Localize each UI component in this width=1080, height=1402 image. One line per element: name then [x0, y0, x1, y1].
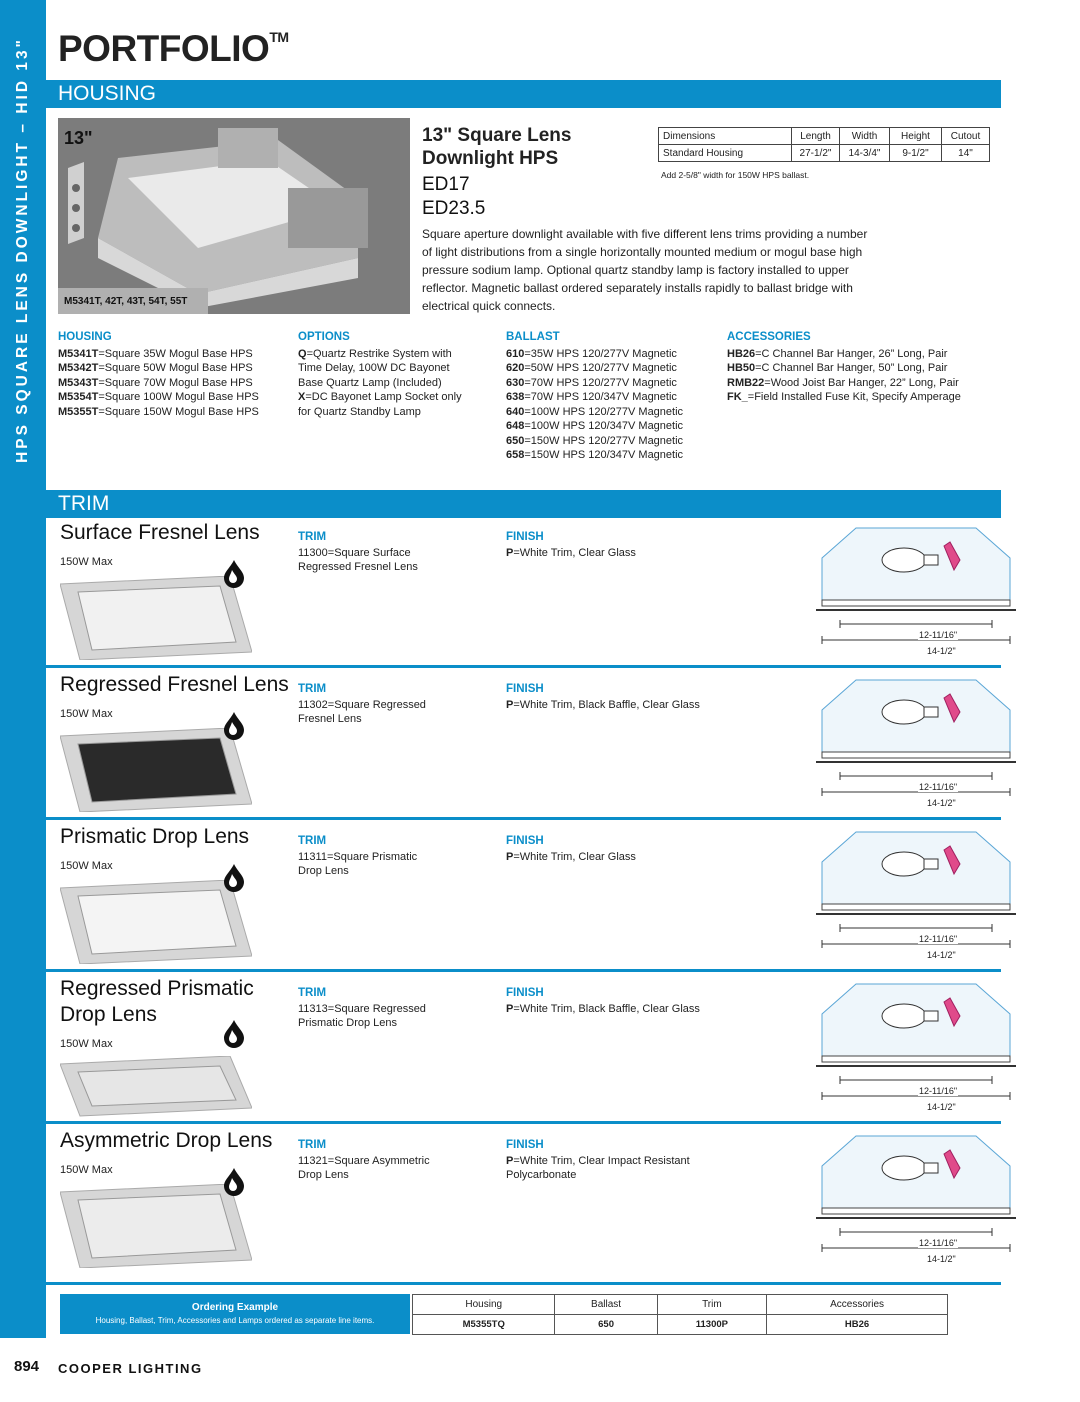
options-line: X=DC Bayonet Lamp Socket only [298, 391, 462, 403]
trim-section [46, 1128, 1001, 1278]
options-column [298, 330, 498, 419]
dim-value-cell: 14" [942, 145, 990, 162]
finish-column [506, 682, 766, 712]
ordering-table [412, 1294, 948, 1335]
trim-name-line: Surface Fresnel Lens [60, 521, 260, 544]
trim-name-line: Regressed Prismatic [60, 977, 254, 1000]
dim-value-cell: 9-1/2" [890, 145, 942, 162]
dimensions-header-row [659, 128, 990, 145]
finish-line: P=White Trim, Black Baffle, Clear Glass [506, 698, 700, 711]
trim-option-column [298, 986, 488, 1031]
wet-location-icon [216, 1164, 252, 1200]
options-line: Base Quartz Lamp (Included) [298, 376, 442, 389]
trim-option-head: TRIM [298, 835, 327, 847]
dim-value-cell: 27-1/2" [792, 145, 840, 162]
brand-tm: TM [269, 29, 289, 45]
finish-line: P=White Trim, Clear Glass [506, 546, 636, 559]
housing-item: M5341T=Square 35W Mogul Base HPS [58, 347, 253, 360]
housing-item: M5354T=Square 100W Mogul Base HPS [58, 391, 259, 403]
housing-band-title: HOUSING [58, 82, 157, 105]
sidebar-title: HPS SQUARE LENS DOWNLIGHT – HID 13" [14, 37, 31, 463]
brand-name: PORTFOLIO [58, 28, 270, 69]
trim-option-line: 11313=Square Regressed [298, 1002, 426, 1015]
section-separator [46, 969, 1001, 972]
trim-section [46, 520, 1001, 670]
housing-column-head: HOUSING [58, 331, 112, 343]
ballast-item: 620=50W HPS 120/277V Magnetic [506, 362, 677, 374]
product-title [422, 124, 571, 170]
ballast-item: 630=70W HPS 120/277V Magnetic [506, 376, 677, 389]
wet-location-icon [216, 1016, 252, 1052]
trim-option-line: Fresnel Lens [298, 713, 362, 725]
trim-option-line: Drop Lens [298, 1169, 349, 1181]
finish-head: FINISH [506, 987, 544, 999]
finish-line: P=White Trim, Black Baffle, Clear Glass [506, 1002, 700, 1015]
lamp-type-2: ED23.5 [422, 198, 486, 219]
dimension-outer: 14-1/2" [927, 1254, 956, 1264]
ballast-item: 658=150W HPS 120/347V Magnetic [506, 449, 684, 461]
ballast-item: 640=100W HPS 120/277V Magnetic [506, 405, 684, 418]
dim-header-cell: Dimensions [659, 128, 792, 145]
housing-item: M5355T=Square 150W Mogul Base HPS [58, 405, 259, 418]
trim-name-line: Asymmetric Drop Lens [60, 1129, 273, 1152]
accessories-column-head: ACCESSORIES [727, 331, 811, 343]
ordering-value-cell: 650 [555, 1315, 657, 1335]
sidebar-band [0, 0, 46, 1338]
finish-column [506, 1138, 766, 1183]
trim-option-column [298, 834, 488, 879]
section-separator [46, 817, 1001, 820]
trim-option-line: 11300=Square Surface [298, 546, 411, 559]
housing-column [58, 330, 288, 419]
housing-item: M5342T=Square 50W Mogul Base HPS [58, 362, 253, 374]
accessory-item: RMB22=Wood Joist Bar Hanger, 22” Long, Pair [727, 376, 959, 389]
ordering-value-cell: HB26 [767, 1315, 948, 1335]
accessory-item: HB26=C Channel Bar Hanger, 26” Long, Pair [727, 347, 948, 360]
dimension-outer: 14-1/2" [927, 1102, 956, 1112]
options-line: Time Delay, 100W DC Bayonet [298, 362, 450, 374]
dimension-outer: 14-1/2" [927, 950, 956, 960]
ordering-value-cell: 11300P [657, 1315, 766, 1335]
ordering-label-box [60, 1294, 410, 1334]
trim-option-line: 11302=Square Regressed [298, 698, 426, 711]
ordering-subtitle: Housing, Ballast, Trim, Accessories and Lamps ordered as separate line items. [95, 1316, 375, 1325]
trim-section [46, 672, 1001, 822]
dimension-inner: 12-11/16" [919, 1086, 958, 1096]
lamp-type-1: ED17 [422, 174, 470, 195]
trim-name-line: Prismatic Drop Lens [60, 825, 250, 848]
housing-band [46, 80, 1001, 108]
dim-header-cell: Width [840, 128, 890, 145]
wet-location-icon [216, 556, 252, 592]
trim-option-line: Prismatic Drop Lens [298, 1017, 398, 1029]
trim-name [60, 520, 260, 546]
accessories-column [727, 330, 997, 405]
finish-head: FINISH [506, 1139, 544, 1151]
dimensions-note: Add 2-5/8" width for 150W HPS ballast. [661, 170, 810, 180]
trim-band [46, 490, 1001, 518]
photo-caption: M5341T, 42T, 43T, 54T, 55T [64, 296, 188, 307]
dim-header-cell: Length [792, 128, 840, 145]
dimension-inner: 12-11/16" [919, 1238, 958, 1248]
ordering-header-cell: Ballast [555, 1295, 657, 1315]
housing-photo-illustration [58, 118, 410, 314]
options-line: for Quartz Standby Lamp [298, 405, 421, 418]
trim-band-title: TRIM [58, 492, 110, 515]
trim-name [60, 1128, 272, 1154]
finish-column [506, 530, 766, 560]
trim-max-wattage: 150W Max [60, 1164, 113, 1176]
trim-option-head: TRIM [298, 987, 327, 999]
housing-item: M5343T=Square 70W Mogul Base HPS [58, 376, 253, 389]
dimension-inner: 12-11/16" [919, 782, 958, 792]
product-title-line2: Downlight HPS [422, 148, 559, 169]
section-separator [46, 1121, 1001, 1124]
ballast-item: 610=35W HPS 120/277V Magnetic [506, 347, 677, 360]
accessory-item: FK_=Field Installed Fuse Kit, Specify Amperage [727, 391, 961, 403]
ordering-title: Ordering Example [191, 1302, 279, 1313]
trim-option-column [298, 1138, 488, 1183]
ballast-column-head: BALLAST [506, 331, 560, 343]
product-title-line1: 13" Square Lens [422, 125, 572, 146]
product-size-label: 13" [64, 128, 93, 148]
ordering-header-cell: Housing [413, 1295, 555, 1315]
options-line: Q=Quartz Restrike System with [298, 347, 452, 360]
trim-max-wattage: 150W Max [60, 708, 113, 720]
finish-column [506, 986, 766, 1016]
ballast-column [506, 330, 716, 463]
dimensions-table [658, 127, 990, 162]
trim-max-wattage: 150W Max [60, 860, 113, 872]
finish-head: FINISH [506, 531, 544, 543]
trim-option-column [298, 530, 488, 575]
trim-name-line: Regressed Fresnel Lens [60, 673, 289, 696]
finish-line: Polycarbonate [506, 1169, 577, 1181]
ballast-item: 638=70W HPS 120/347V Magnetic [506, 391, 677, 403]
trim-name-line: Drop Lens [60, 1003, 157, 1026]
dim-header-cell: Cutout [942, 128, 990, 145]
finish-column [506, 834, 766, 864]
dim-value-cell: 14-3/4" [840, 145, 890, 162]
brand-title [58, 30, 289, 67]
trim-section [46, 824, 1001, 974]
dimension-outer: 14-1/2" [927, 798, 956, 808]
finish-line: P=White Trim, Clear Impact Resistant [506, 1154, 690, 1167]
ballast-item: 650=150W HPS 120/277V Magnetic [506, 434, 684, 447]
finish-head: FINISH [506, 683, 544, 695]
trim-option-line: 11321=Square Asymmetric [298, 1154, 430, 1167]
trim-max-wattage: 150W Max [60, 1038, 113, 1050]
dimensions-value-row [659, 145, 990, 162]
ordering-header-row [413, 1295, 948, 1315]
trim-option-line: 11311=Square Prismatic [298, 850, 418, 863]
dimension-inner: 12-11/16" [919, 934, 958, 944]
section-separator [46, 1282, 1001, 1285]
ordering-value-row [413, 1315, 948, 1335]
trim-option-column [298, 682, 488, 727]
page-number: 894 [14, 1358, 40, 1375]
dim-header-cell: Height [890, 128, 942, 145]
wet-location-icon [216, 860, 252, 896]
wet-location-icon [216, 708, 252, 744]
ordering-value-cell: M5355TQ [413, 1315, 555, 1335]
dimension-inner: 12-11/16" [919, 630, 958, 640]
trim-option-line: Drop Lens [298, 865, 349, 877]
finish-head: FINISH [506, 835, 544, 847]
options-column-head: OPTIONS [298, 331, 350, 343]
dim-value-cell: Standard Housing [659, 145, 792, 162]
ordering-example [60, 1294, 948, 1338]
ordering-header-cell: Accessories [767, 1295, 948, 1315]
product-photo [58, 118, 410, 314]
dimension-outer: 14-1/2" [927, 646, 956, 656]
trim-name [60, 672, 289, 698]
trim-option-head: TRIM [298, 683, 327, 695]
section-separator [46, 665, 1001, 668]
accessory-item: HB50=C Channel Bar Hanger, 50” Long, Pair [727, 362, 948, 374]
trim-section [46, 976, 1001, 1126]
trim-name [60, 824, 249, 850]
trim-option-head: TRIM [298, 531, 327, 543]
trim-max-wattage: 150W Max [60, 556, 113, 568]
trim-option-head: TRIM [298, 1139, 327, 1151]
trim-option-line: Regressed Fresnel Lens [298, 561, 418, 573]
ballast-item: 648=100W HPS 120/347V Magnetic [506, 420, 684, 432]
ordering-header-cell: Trim [657, 1295, 766, 1315]
finish-line: P=White Trim, Clear Glass [506, 850, 636, 863]
company-name: COOPER LIGHTING [58, 1361, 203, 1376]
product-description: Square aperture downlight available with five different lens trims providing a number of light distributions from a single horizontally mounted medium or mogul base high pressure sodium lamp. Optional quartz standby lamp is factory installed to upper reflector. Magnetic ballast ordered separately installs rapidly to ballast bridge with electrical quick connects. [422, 227, 868, 313]
